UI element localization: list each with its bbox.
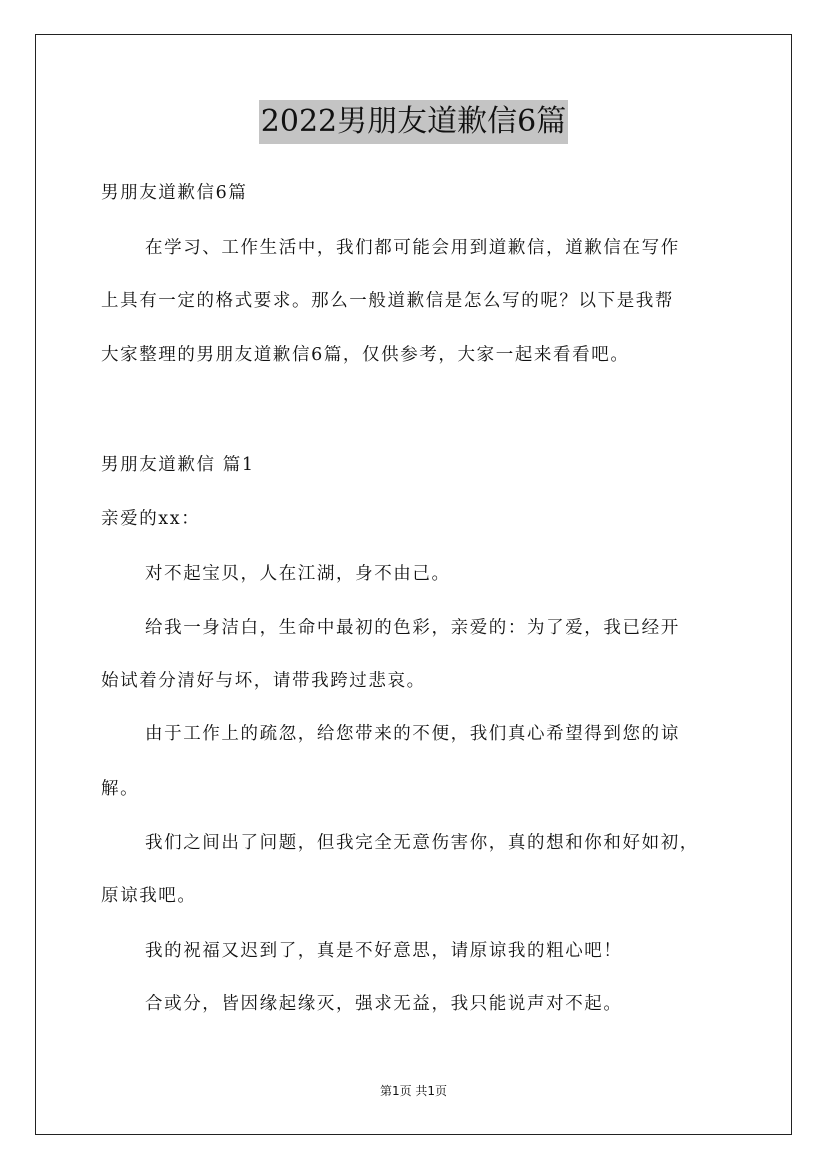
page-footer: 第1页 共1页	[379, 1084, 448, 1098]
body-line-1: 对不起宝贝，人在江湖，身不由己。	[145, 564, 451, 584]
section-heading: 男朋友道歉信 篇1	[101, 455, 255, 475]
body-line-7: 原谅我吧。	[101, 886, 197, 906]
body-line-4: 由于工作上的疏忽，给您带来的不便，我们真心希望得到您的谅	[145, 724, 680, 744]
document-subtitle: 男朋友道歉信6篇	[101, 183, 248, 203]
letter-greeting: 亲爱的xx：	[101, 509, 201, 529]
body-line-6: 我们之间出了问题，但我完全无意伤害你，真的想和你和好如初，	[145, 833, 699, 853]
body-line-5: 解。	[101, 779, 140, 799]
body-line-9: 合或分，皆因缘起缘灭，强求无益，我只能说声对不起。	[145, 994, 623, 1014]
body-line-2: 给我一身洁白，生命中最初的色彩，亲爱的：为了爱，我已经开	[145, 618, 680, 638]
document-title: 2022男朋友道歉信6篇	[259, 100, 568, 144]
intro-line-1: 在学习、工作生活中，我们都可能会用到道歉信，道歉信在写作	[145, 238, 680, 258]
intro-line-2: 上具有一定的格式要求。那么一般道歉信是怎么写的呢？以下是我帮	[101, 291, 674, 311]
document-title-block	[0, 100, 827, 144]
body-line-8: 我的祝福又迟到了，真是不好意思，请原谅我的粗心吧！	[145, 941, 623, 961]
intro-line-3: 大家整理的男朋友道歉信6篇，仅供参考，大家一起来看看吧。	[101, 345, 630, 365]
body-line-3: 始试着分清好与坏，请带我跨过悲哀。	[101, 671, 426, 691]
